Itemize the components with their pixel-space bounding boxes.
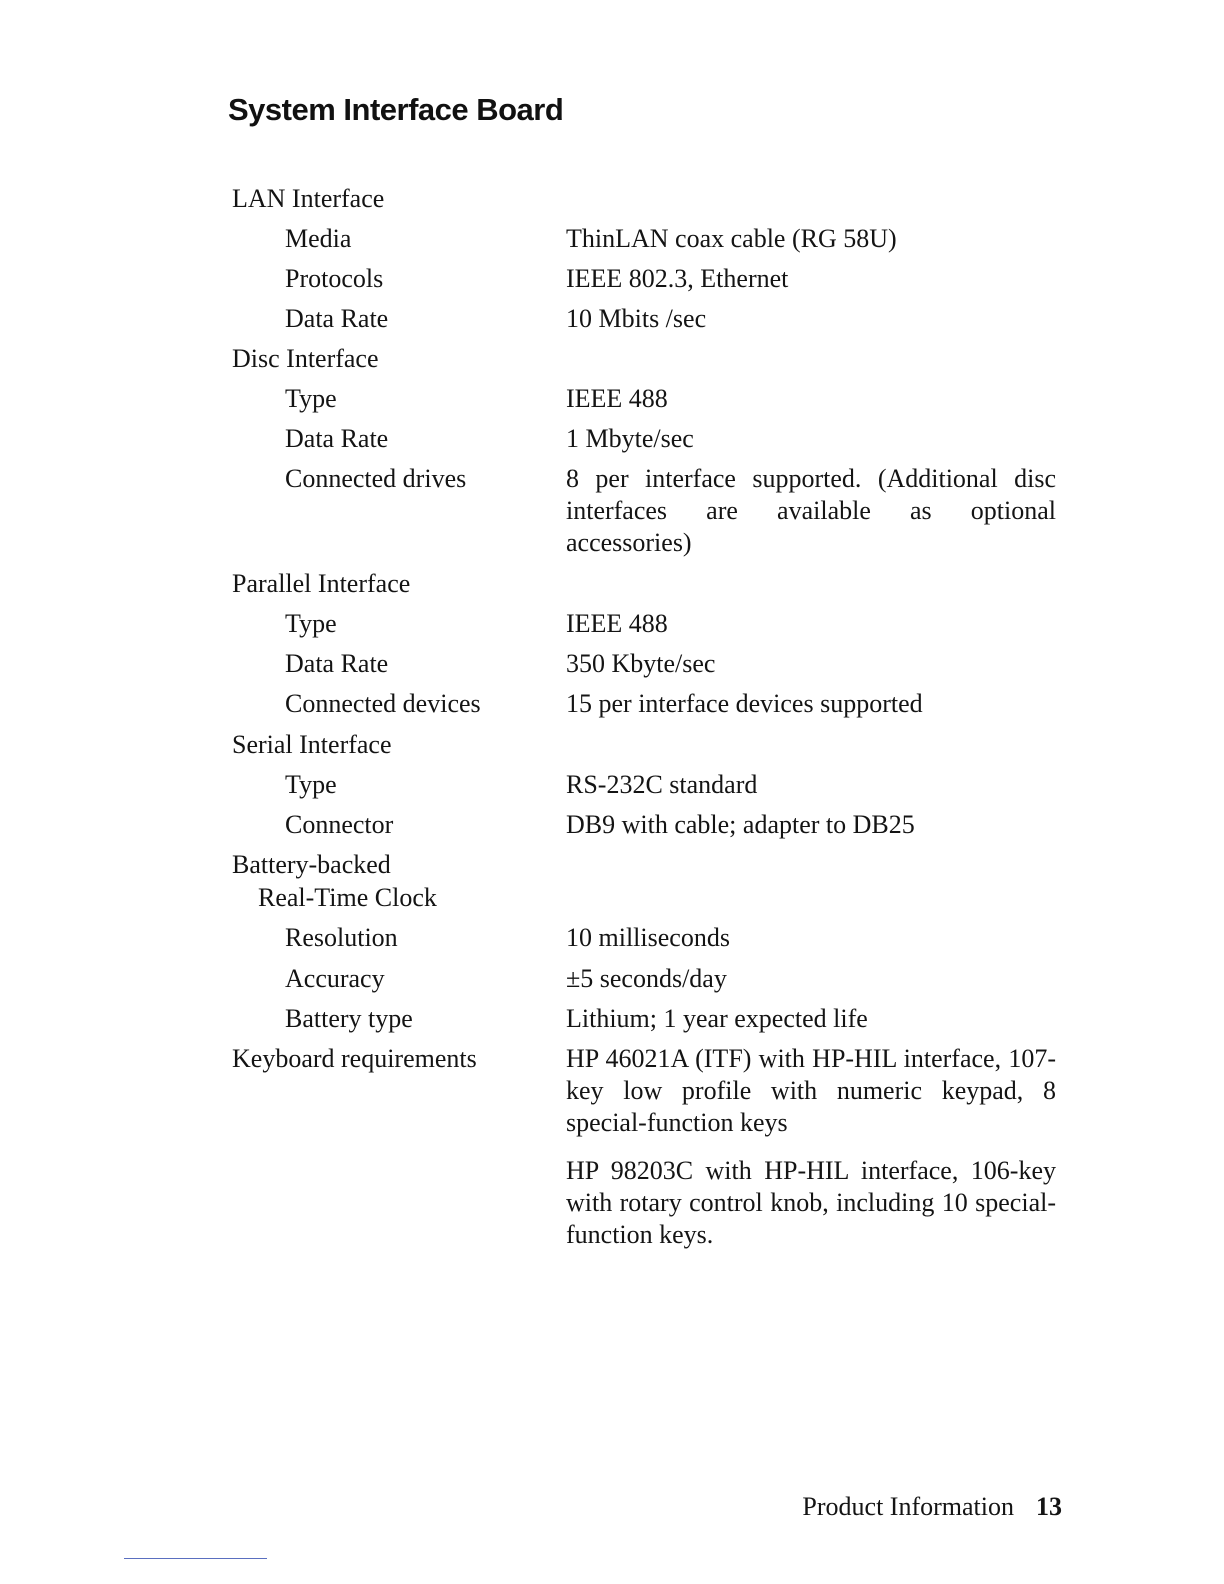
spec-value: IEEE 488	[566, 609, 668, 638]
spec-label: Battery type	[285, 1004, 413, 1033]
spec-label: Connected devices	[285, 689, 481, 718]
spec-label: Media	[285, 224, 352, 253]
spec-value: Lithium; 1 year expected life	[566, 1004, 868, 1033]
spec-label: Protocols	[285, 264, 384, 293]
spec-heading-label: Disc Interface	[232, 344, 379, 373]
bottom-rule	[124, 1558, 267, 1559]
spec-heading-label: Parallel Interface	[232, 569, 411, 598]
spec-value: HP 46021A (ITF) with HP-HIL interface, 107-key low profile with numeric keypad, 8 special-function keys	[566, 1044, 1056, 1137]
spec-label: Connected drives	[285, 464, 467, 493]
spec-label: Resolution	[285, 923, 398, 952]
spec-value: RS-232C standard	[566, 770, 758, 799]
spec-label: Data Rate	[285, 424, 389, 453]
spec-value: ThinLAN coax cable (RG 58U)	[566, 224, 897, 253]
spec-value: IEEE 488	[566, 384, 668, 413]
spec-heading-label: Battery-backed	[232, 850, 391, 879]
spec-label: Keyboard requirements	[232, 1044, 477, 1073]
spec-value: 15 per interface devices supported	[566, 689, 923, 718]
spec-value: IEEE 802.3, Ethernet	[566, 264, 789, 293]
footer-section-title: Product Information	[802, 1492, 1014, 1521]
spec-label: Accuracy	[285, 964, 385, 993]
spec-label: Data Rate	[285, 304, 389, 333]
spec-label: Type	[285, 770, 337, 799]
spec-value: ±5 seconds/day	[566, 964, 727, 993]
spec-heading-label: Serial Interface	[232, 730, 392, 759]
spec-heading-label: LAN Interface	[232, 184, 385, 213]
spec-value: 350 Kbyte/sec	[566, 649, 716, 678]
spec-label: Data Rate	[285, 649, 389, 678]
spec-value: 1 Mbyte/sec	[566, 424, 694, 453]
page-number: 13	[1036, 1492, 1062, 1521]
spec-label: Connector	[285, 810, 394, 839]
spec-heading-label: Real-Time Clock	[258, 883, 437, 912]
spec-value: HP 98203C with HP-HIL interface, 106-key with rotary control knob, including 10 special-function keys.	[566, 1156, 1056, 1249]
spec-label: Type	[285, 609, 337, 638]
spec-label: Type	[285, 384, 337, 413]
page-footer	[802, 1492, 1062, 1522]
page-title: System Interface Board	[228, 92, 564, 127]
spec-value: 10 Mbits /sec	[566, 304, 707, 333]
spec-value: DB9 with cable; adapter to DB25	[566, 810, 915, 839]
spec-value: 10 milliseconds	[566, 923, 730, 952]
spec-value: 8 per interface supported. (Additional disc interfaces are available as optional accessories)	[566, 464, 1056, 557]
